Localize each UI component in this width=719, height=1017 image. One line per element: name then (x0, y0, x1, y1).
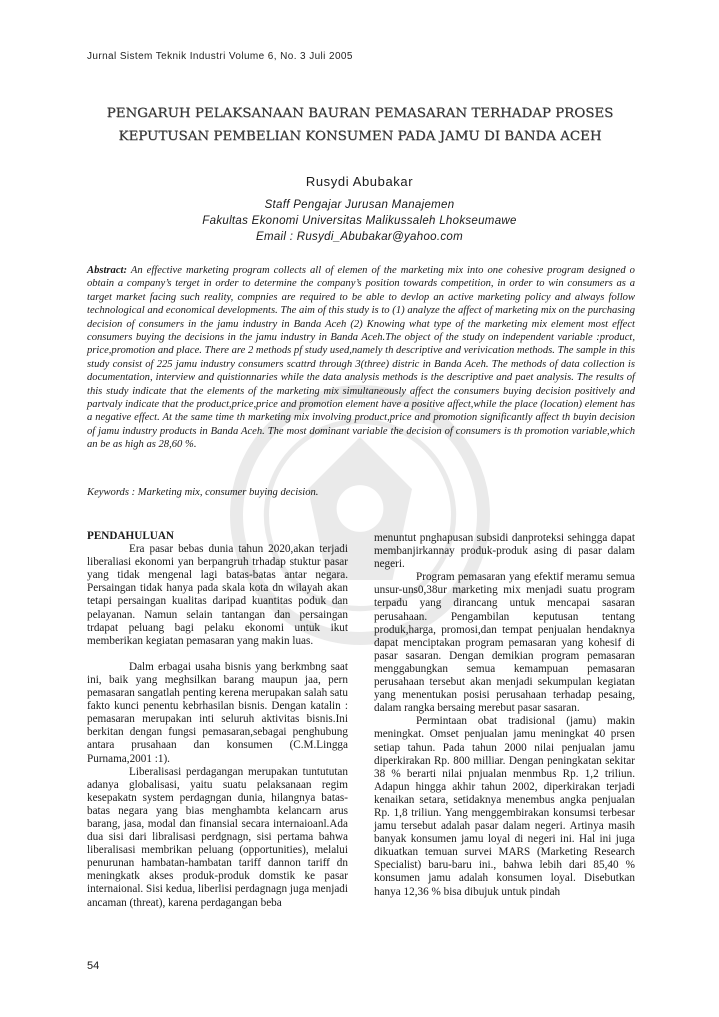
author-position: Staff Pengajar Jurusan Manajemen (264, 199, 455, 211)
page-number: 54 (87, 960, 100, 972)
paragraph: Permintaan obat tradisional (jamu) makin meningkat. Omset penjualan jamu meningkat 40 prsen setiap tahun. Pada tahun 2000 nilai penjualan jamu diperkirakan Rp. 800 milliar. Dengan peningkatan sekitar 38 % berarti nilai pnjualan menmbus Rp. 1,2 triliun. Adapun hingga akhir tahun 2002, diperkirakan terjadi kenaikan setara, setidaknya menembus angka penjualan Rp. 1,8 triliun. Yang menggembirakan konsumsi terbesar jamu tersebut adalah pasar dalam negeri. Artinya masih banyak konsumen jamu loyal di negeri ini. Hal ini juga dikuatkan temuan survei MARS (Marketing Research Specialist) baru-baru ini., bahwa lebih dari 85,40 % konsumen jamu adalah konsumen loyal. Disebutkan hanya 12,36 % bisa dibujuk untuk pindah (374, 715, 635, 898)
paragraph: Program pemasaran yang efektif meramu semua unsur-uns0,38ur marketing mix menjadi suatu program terpadu yang dirancang untuk mencapai sasaran perusahaan. Pengambilan keputusan tentang produk,harga, promosi,dan tempat penjualan hendaknya dapat menciptakan program pemasaran yang kohesif di pasar sasaran. Dengan demikian program pemasaran menggabungkan semua kemampuan pemasaran perusahaan tersebut akan menjadi sekumpulan kegiatan yang menentukan posisi perusahaan terhadap pesaing, dalam rangka bersaing merebut pasar sasaran. (374, 571, 635, 715)
author-institution: Fakultas Ekonomi Universitas Malikussaleh Lhokseumawe (202, 215, 517, 227)
author-email: Email : Rusydi_Abubakar@yahoo.com (256, 231, 463, 243)
right-column (374, 532, 635, 899)
paragraph: Dalm erbagai usaha bisnis yang berkmbng saat ini, baik yang meghsilkan barang maupun jaa, pern pemasaran sangatlah penting kerena merupakan salah satu fakto kunci penentu kebrhasilan bisnis. Dengan katalin : pemasaran merupakan inti seluruh aktivitas bisnis.Ini berkitan dengan fungsi pemasaran,sebagai penghubung antara prusahaan dan konsumen (C.M.Lingga Purnama,2001 :1). (87, 660, 348, 765)
paragraph: menuntut pnghapusan subsidi danproteksi sehingga dapat membanjirkannay produk-produk asing di pasar dalam negeri. (374, 532, 635, 571)
keywords: Keywords : Marketing mix, consumer buying decision. (87, 487, 319, 498)
abstract-text: An effective marketing program collects all of elemen of the marketing mix into one cohesive program designed o obtain a company’s terget in order to determine the company’s position towards competition, in order to win consumers as a target market facing such reality, compnies are required to be able to devlop an active marketing policy and always follow technological and economical developments. The aim of this study is to (1) analyze the affect of marketing mix on the purchasing decision of consumers in the jamu industry in Banda Aceh (2) Knowing what type of the marketing mix element most effect consumers buying the decisions in the jamu industry in Banda Aceh.The object of the study on independent variable :product, price,promotion and place. There are 2 methods pf study used,namely th descriptive and verivication methods. The sample in this study consist of 225 jamu industry consumers scattrd through 3(three) distric in Banda Aceh. The methods of data collection is documentation, interview and quistionnaries while the data analysis methods is the descriptive and paet analysis. The results of this study indicate that the elements of the marketing mix simultaneously affect the consumers buying decision positively and partvaly indicate that the product,price,price and promotion element have a positive affect,while the place (location) element has a negative effect. At the same time th marketing mix involving product,price and promotion significantly affect th buyin decision of jamu industry products in Banda Aceh. The most dominant variable the decision of consumers is th promotion variable,which an be as high as 28,60 %. (87, 265, 635, 451)
paragraph: Liberalisasi perdagangan merupakan tuntututan adanya globalisasi, yaitu suatu pelaksanaan regim kesepakatn system perdagngan dunia, hilangnya batas-batas negara yang bias menghambta kelancarn arus barang, jasa, modal dan finansial secara internaioanl.Ada dua sisi dari libralisasi perdgnagn, sisi pertama bahwa liberalisasi membrikan peluang (opportunities), melalui penurunan hambatan-hambatan tariff dannon tariff dn meningkatk akses produk-produk domstik ke pasar internaional. Sisi kedua, liberlisi perdagnagn juga menjadi ancaman (threat), karena perdagangan beba (87, 765, 348, 909)
author-name: Rusydi Abubakar (305, 174, 414, 189)
abstract-label: Abstract: (87, 265, 128, 276)
abstract (87, 264, 635, 452)
paragraph: Era pasar bebas dunia tahun 2020,akan terjadi liberaliasi ekonomi yan berpangruh trhadap stuktur pasar yang tidak mengenal lagi batas-batas antar negara. Persaingan tidak hanya pada skala kota dn wilayah akan tetapi persaingan kualitas daripad kuantitas poduk dan pelayanan. Namun selain tantangan dan persaingan trdapat peluang bagi pelaku ekonomi untuk ikut memberikan kegiatan pemasaran yang makin luas. (87, 543, 348, 647)
section-heading: PENDAHULUAN (87, 530, 175, 542)
paper-title (70, 102, 650, 148)
journal-running-header: Jurnal Sistem Teknik Industri Volume 6, No. 3 Juli 2005 (87, 51, 353, 62)
paper-title-line-1: PENGARUH PELAKSANAAN BAURAN PEMASARAN TERHADAP PROSES (106, 106, 614, 121)
paper-title-line-2: KEPUTUSAN PEMBELIAN KONSUMEN PADA JAMU DI BANDA ACEH (118, 129, 602, 144)
left-column (87, 530, 348, 910)
